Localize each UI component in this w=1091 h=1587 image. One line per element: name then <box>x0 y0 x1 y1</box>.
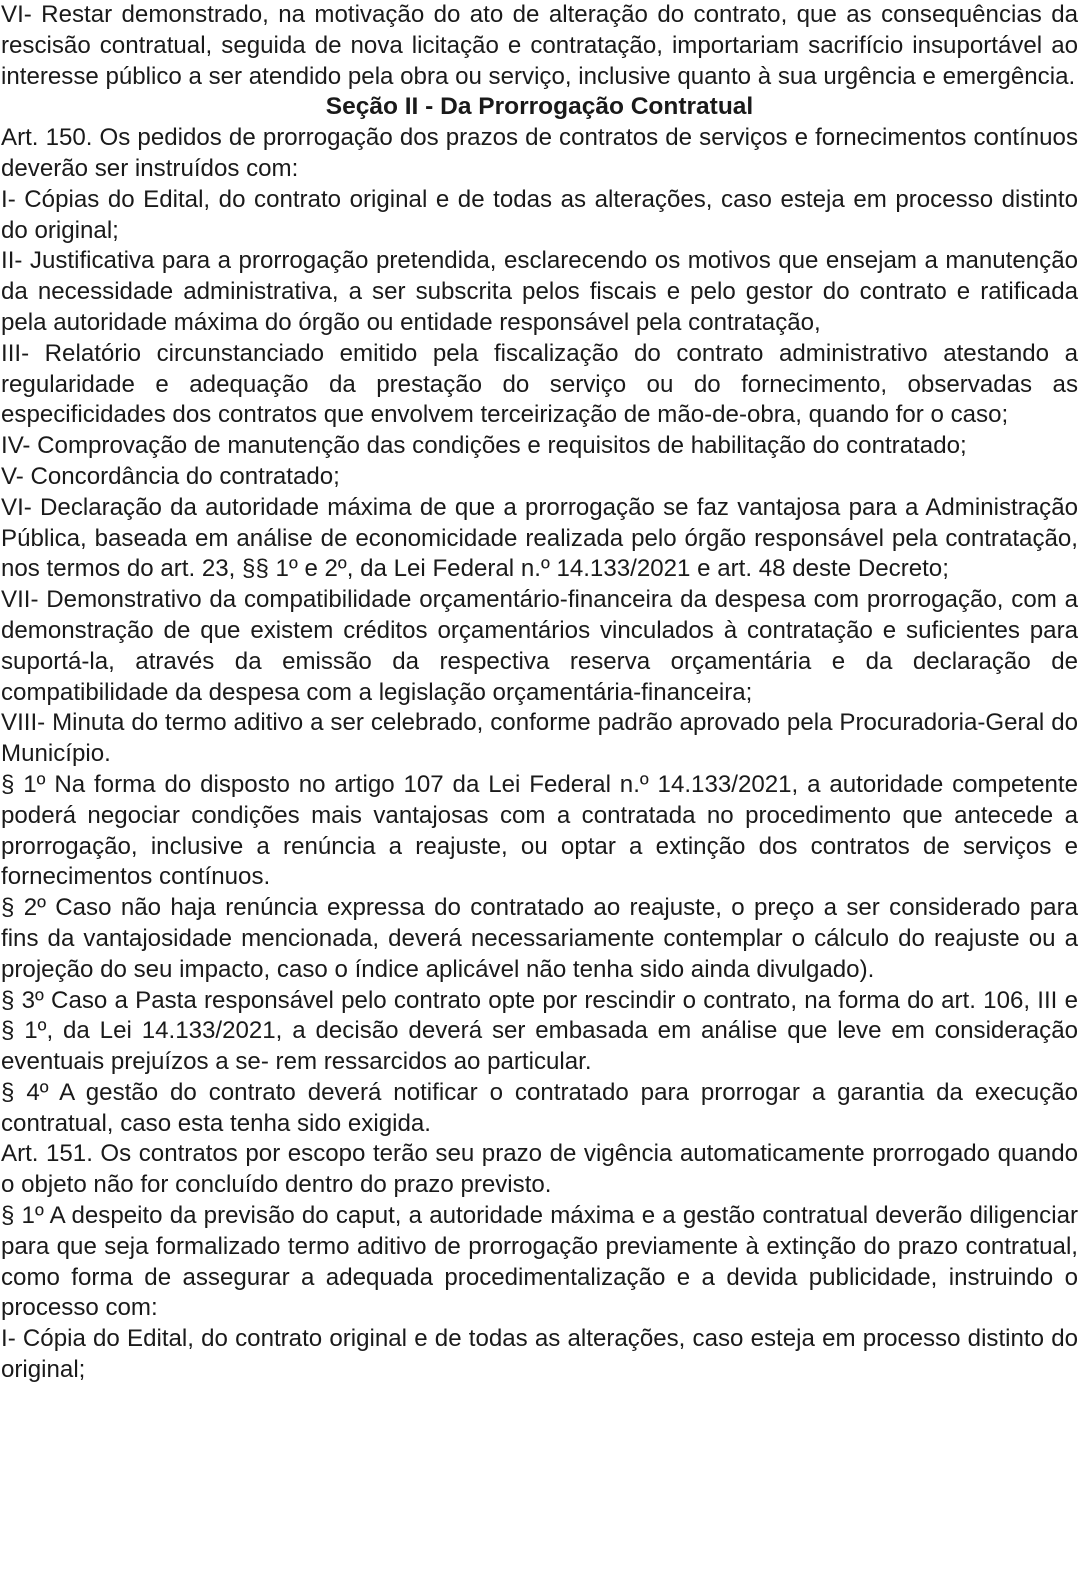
paragraph-inciso-vi-alteracao: VI- Restar demonstrado, na motivação do ato de alteração do contrato, que as consequências da rescisão contratual, seguida de nova licitação e contratação, importariam sacrifício insuportável ao interesse público a ser atendido pela obra ou serviço, inclusive quanto à sua urgência e emergência. <box>1 1 1078 90</box>
paragraph-art-150: Art. 150. Os pedidos de prorrogação dos prazos de contratos de serviços e fornecimentos contínuos deverão ser instruídos com: <box>1 124 1078 182</box>
paragraph-inciso-viii: VIII- Minuta do termo aditivo a ser celebrado, conforme padrão aprovado pela Procuradoria-Geral do Município. <box>1 709 1078 768</box>
paragraph-inciso-vi: VI- Declaração da autoridade máxima de que a prorrogação se faz vantajosa para a Administração Pública, baseada em análise de economicidade realizada pelo órgão responsável pela contratação, nos termos do art. 23, §§ 1º e 2º, da Lei Federal n.º 14.133/2021 e art. 48 deste Decreto; <box>1 493 1078 583</box>
paragraph-art-150-par-3: § 3º Caso a Pasta responsável pelo contrato opte por rescindir o contrato, na forma do art. 106, III e § 1º, da Lei 14.133/2021, a decisão deverá ser embasada em análise que leve em consideração eventuais prejuízos a se- rem ressarcidos ao particular. <box>1 986 1078 1076</box>
paragraph-art-150-par-4: § 4º A gestão do contrato deverá notificar o contratado para prorrogar a garantia da execução contratual, caso esta tenha sido exigida. <box>1 1078 1078 1137</box>
paragraph-inciso-ii: II- Justificativa para a prorrogação pretendida, esclarecendo os motivos que ensejam a manutenção da necessidade administrativa, a ser subscrita pelos fiscais e pelo gestor do contrato e ratificada pela autoridade máxima do órgão ou entidade responsável pela contratação, <box>1 247 1078 336</box>
paragraph-inciso-i: I- Cópias do Edital, do contrato original e de todas as alterações, caso esteja em processo distinto do original; <box>1 185 1078 244</box>
paragraph-inciso-iv: IV- Comprovação de manutenção das condições e requisitos de habilitação do contratado; <box>1 432 967 460</box>
paragraph-art-151-inciso-i: I- Cópia do Edital, do contrato original e de todas as alterações, caso esteja em processo distinto do original; <box>1 1325 1078 1384</box>
paragraph-art-151: Art. 151. Os contratos por escopo terão seu prazo de vigência automaticamente prorrogado quando o objeto não for concluído dentro do prazo previsto. <box>1 1140 1078 1199</box>
section-heading: Seção II - Da Prorrogação Contratual <box>325 93 754 121</box>
paragraph-inciso-v: V- Concordância do contratado; <box>1 462 340 490</box>
paragraph-art-150-par-2: § 2º Caso não haja renúncia expressa do contratado ao reajuste, o preço a ser considerado para fins da vantajosidade mencionada, deverá necessariamente contemplar o cálculo do reajuste ou a projeção do seu impacto, caso o índice aplicável não tenha sido ainda divulgado). <box>1 894 1078 983</box>
paragraph-inciso-iii: III- Relatório circunstanciado emitido pela fiscalização do contrato administrativo atestando a regularidade e adequação da prestação do serviço ou do fornecimento, observadas as especificidades dos contratos que envolvem terceirização de mão-de-obra, quando for o caso; <box>1 339 1078 429</box>
paragraph-inciso-vii: VII- Demonstrativo da compatibilidade orçamentário-financeira da despesa com prorrogação, com a demonstração de que existem créditos orçamentários vinculados à contratação e suficientes para suportá-la, através da emissão da respectiva reserva orçamentária e da declaração de compatibilidade da despesa com a legislação orçamentária-financeira; <box>1 586 1078 706</box>
paragraph-art-151-par-1: § 1º A despeito da previsão do caput, a autoridade máxima e a gestão contratual deverão diligenciar para que seja formalizado termo aditivo de prorrogação previamente à extinção do prazo contratual, como forma de assegurar a adequada procedimentalização e a devida publicidade, instruindo o processo com: <box>1 1202 1078 1322</box>
paragraph-art-150-par-1: § 1º Na forma do disposto no artigo 107 da Lei Federal n.º 14.133/2021, a autoridade competente poderá negociar condições mais vantajosas com a contratada no procedimento que antecede a prorrogação, inclusive a renúncia a reajuste, ou optar a extinção dos contratos de serviços e fornecimentos contínuos. <box>1 770 1078 891</box>
